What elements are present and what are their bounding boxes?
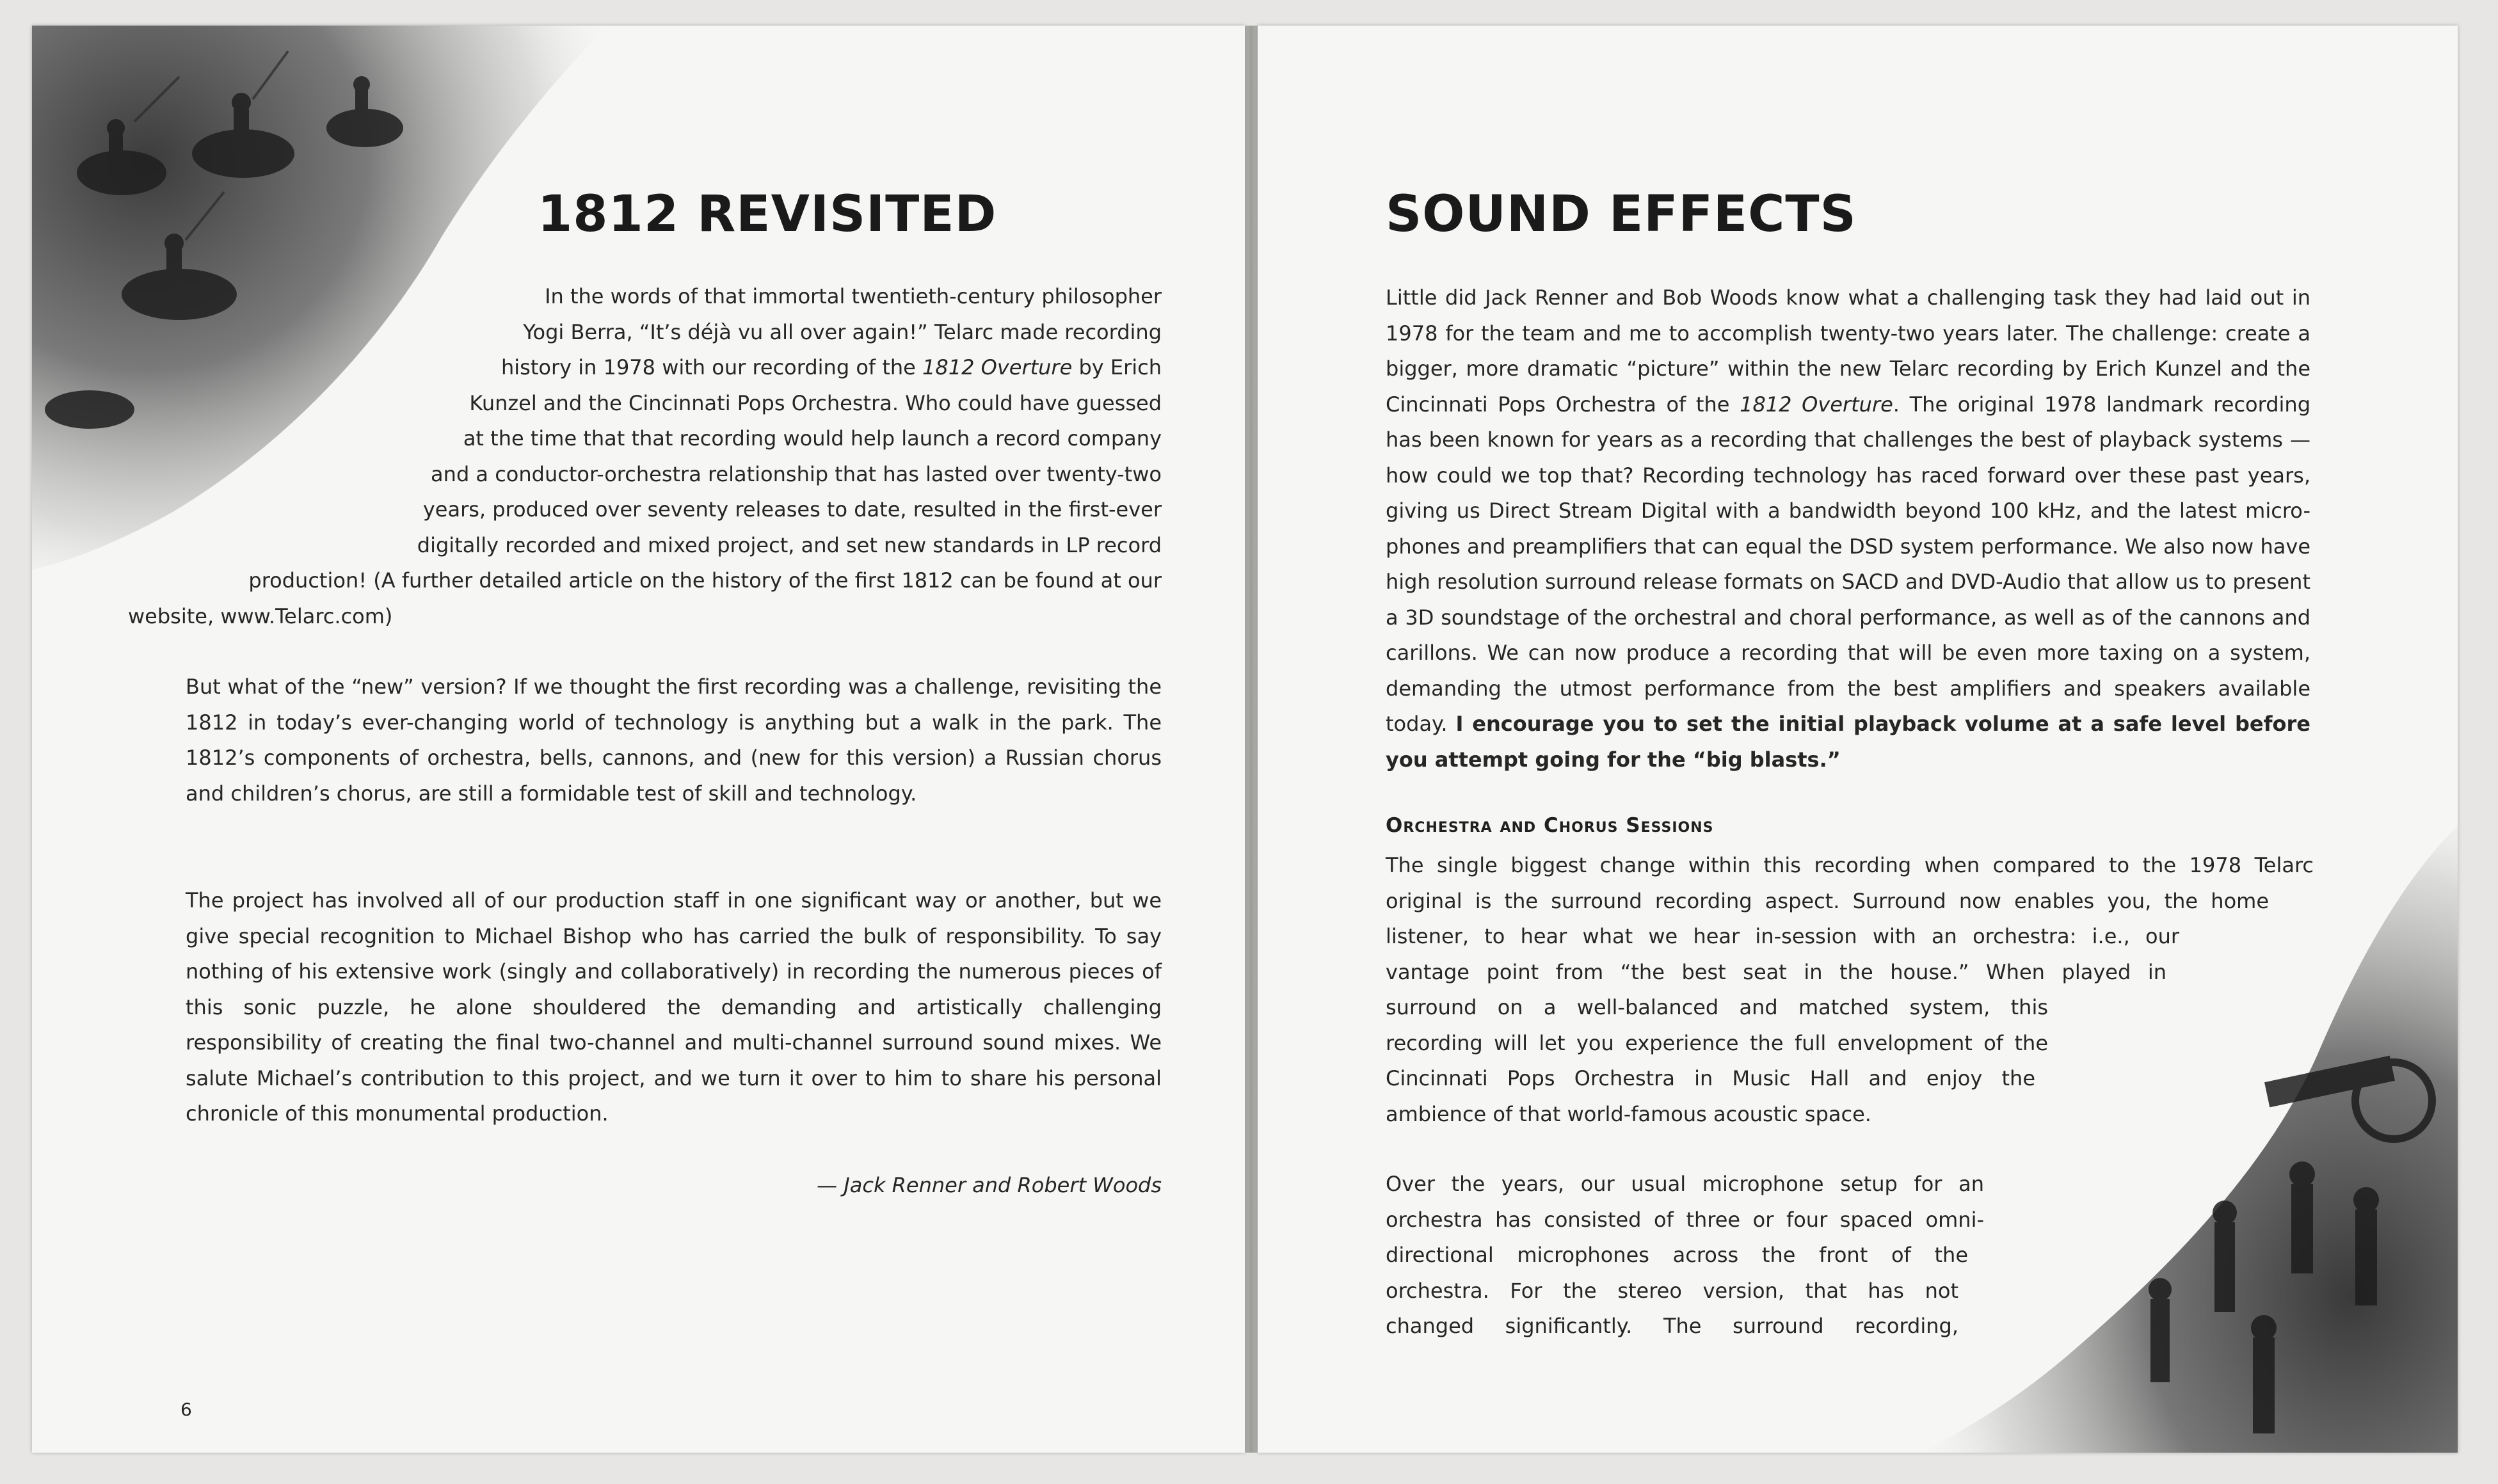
text-line: vantage point from “the best seat in the house.” When played in — [1386, 959, 2166, 984]
text-line: The single biggest change within this recording when compared to the 1978 Telarc — [1386, 853, 2314, 877]
text-line: Cincinnati Pops Orchestra in Music Hall and enjoy the — [1386, 1066, 2035, 1090]
sessions-paragraph — [1386, 848, 2314, 1132]
page-title: SOUND EFFECTS — [1386, 186, 1857, 243]
body-paragraph — [1386, 280, 2310, 778]
text-line: changed significantly. The surround recording, — [1386, 1314, 1958, 1338]
body-paragraph: The project has involved all of our production staff in one significant way or another, but we give special recognition to Michael Bishop who has carried the bulk of responsibility. To say nothing of his extensive work (singly and collaboratively) in recording the numerous pieces of this sonic puzzle, he alone shouldered the demanding and artistically challenging responsibility of creating the final two-channel and multi-channel surround sound mixes. We salute Michael’s contribution to this project, and we turn it over to him to share his personal chronicle of this monumental production. — [186, 888, 1162, 1126]
intro-line: In the words of that immortal twentieth-century philosopher — [545, 284, 1162, 308]
intro-line: website, www.Telarc.com) — [128, 603, 393, 628]
intro-line: digitally recorded and mixed project, and set new standards in LP record — [417, 532, 1162, 557]
text-line: directional microphones across the front of the — [1386, 1243, 1968, 1267]
body-paragraph: But what of the “new” version? If we thought the first recording was a challenge, revisiting the 1812 in today’s ever-changing world of technology is anything but a walk in the park. The 1812’s components of orchestra, bells, cannons, and (new for this version) a Russian chorus and children’s chorus, are still a formidable test of skill and technology. — [186, 674, 1162, 806]
text-line: ambience of that world-famous acoustic space. — [1386, 1101, 1871, 1126]
intro-line: at the time that that recording would help launch a record company — [463, 426, 1162, 451]
text-line: recording will let you experience the full envelopment of the — [1386, 1030, 2048, 1055]
body-text: Little did Jack Renner and Bob Woods know what a challenging task they had laid out in 1978 for the team and me to accomplish twenty-two years later. The challenge: create a bigger, more dramatic “picture” within the new Telarc recording by Erich Kunzel and the Cincinnati Pops Orchestra of the 1812 Overture. The original 1978 landmark recording has been known for years as a recording that challenges the best of playback systems — how could we top that? Recording technology has raced forward over these past years, giving us Direct Stream Digital with a bandwidth beyond 100 kHz, and the latest micro-phones and preamplifiers that can equal the DSD system performance. We also now have high resolution surround release formats on SACD and DVD-Audio that allow us to present a 3D soundstage of the orchestral and choral performance, as well as of the cannons and carillons. We can now produce a recording that will be even more taxing on a system, demanding the utmost performance from the best amplifiers and speakers available today. — [1386, 285, 2310, 736]
intro-line: years, produced over seventy releases to date, resulted in the first-ever — [422, 497, 1162, 522]
intro-paragraph — [128, 279, 1162, 634]
text-line: original is the surround recording aspect. Surround now enables you, the home — [1386, 888, 2269, 913]
intro-line: production! (A further detailed article on the history of the first 1812 can be found at our — [248, 568, 1162, 593]
text-line: listener, to hear what we hear in-session with an orchestra: i.e., our — [1386, 924, 2179, 948]
intro-line: and a conductor-orchestra relationship that has lasted over twenty-two — [431, 461, 1162, 486]
microphone-paragraph — [1386, 1167, 2314, 1344]
text-line: Over the years, our usual microphone setup for an — [1386, 1172, 1984, 1196]
text-line: orchestra. For the stereo version, that has not — [1386, 1278, 1958, 1303]
page-title: 1812 REVISITED — [538, 186, 997, 243]
right-page — [1258, 26, 2458, 1453]
signature: — Jack Renner and Robert Woods — [817, 1173, 1162, 1197]
page-number: 6 — [180, 1399, 192, 1420]
intro-line: Yogi Berra, “It’s déjà vu all over again!” Telarc made recording — [523, 319, 1162, 344]
bold-warning-text: I encourage you to set the initial playback volume at a safe level before you attempt going for the “big blasts.” — [1386, 712, 2311, 772]
left-page — [32, 26, 1245, 1453]
intro-line: history in 1978 with our recording of the 1812 Overture by Erich — [501, 355, 1162, 379]
intro-line: Kunzel and the Cincinnati Pops Orchestra. Who could have guessed — [469, 390, 1162, 415]
section-heading: Orchestra and Chorus Sessions — [1386, 814, 1714, 837]
text-line: orchestra has consisted of three or four spaced omni- — [1386, 1207, 1984, 1232]
text-line: surround on a well-balanced and matched system, this — [1386, 995, 2048, 1019]
